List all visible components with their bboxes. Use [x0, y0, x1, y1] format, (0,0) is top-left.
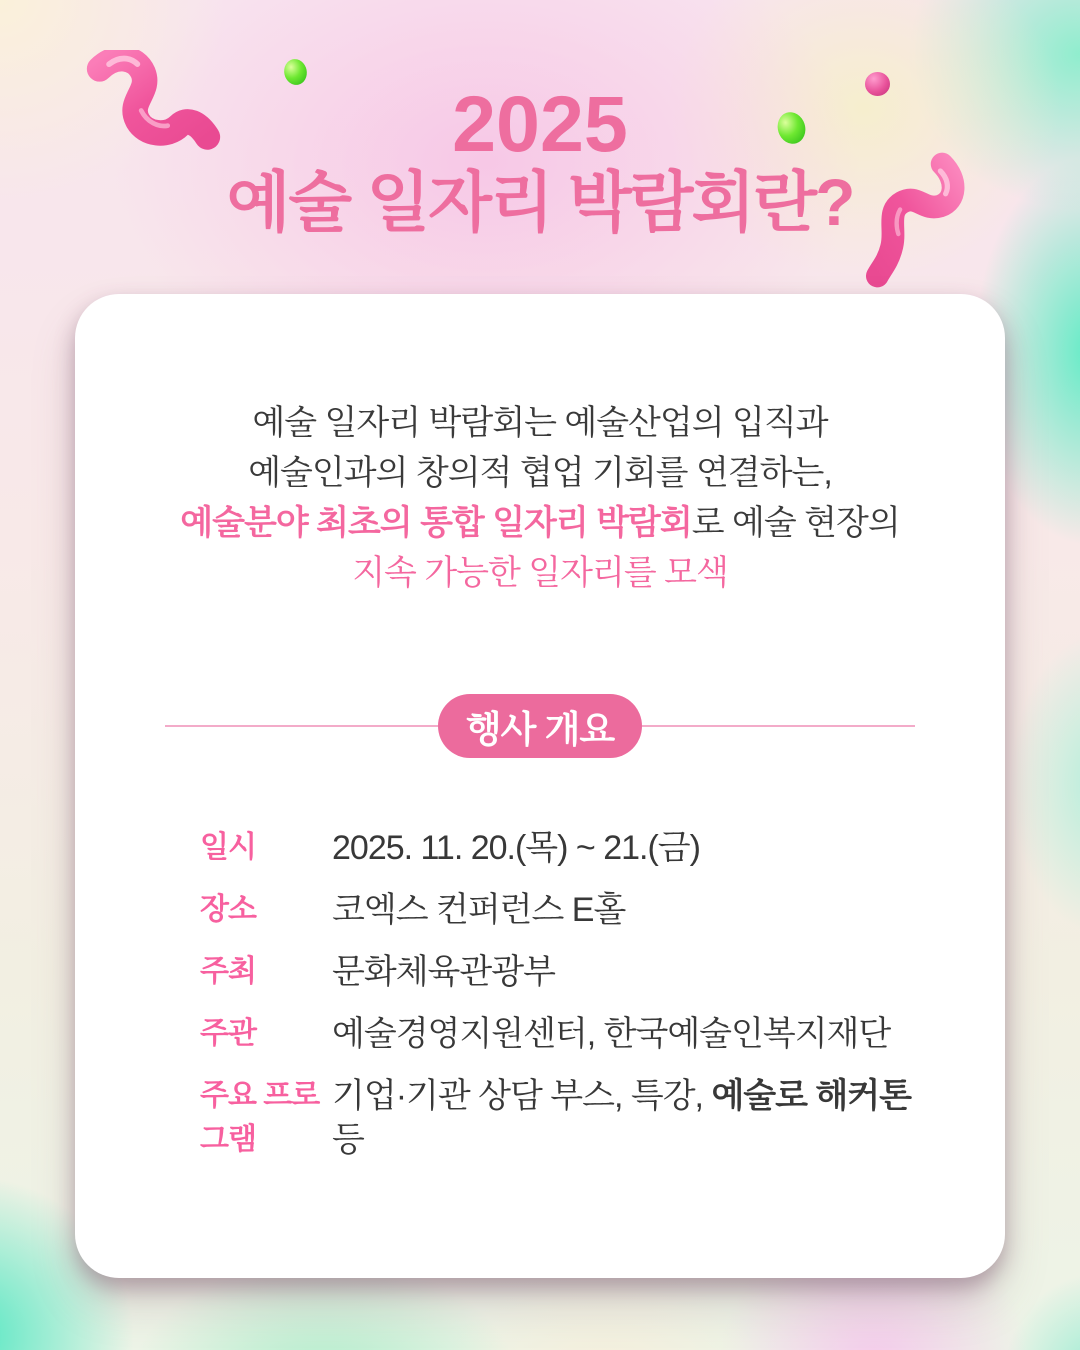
info-value: 예술경영지원센터, 한국예술인복지재단	[332, 1015, 891, 1053]
info-value: 문화체육관광부	[332, 953, 555, 991]
info-row-organizer	[200, 1012, 925, 1056]
info-row-host	[200, 950, 925, 994]
section-divider	[165, 694, 915, 758]
info-value: 2025. 11. 20.(목) ~ 21.(금)	[332, 829, 700, 867]
section-badge: 행사 개요	[438, 694, 642, 758]
divider-line-left	[165, 725, 438, 727]
info-value-suffix: 등	[332, 1121, 364, 1159]
intro-line-3-rest: 로 예술 현장의	[691, 504, 900, 542]
green-ball-icon	[282, 57, 309, 87]
intro-paragraph	[115, 398, 965, 598]
page-title: 예술 일자리 박람회란?	[226, 165, 854, 239]
info-label: 주최	[200, 955, 256, 988]
info-label: 일시	[200, 831, 256, 864]
info-row-venue	[200, 888, 925, 932]
event-info-list	[200, 826, 925, 1162]
info-label: 주요 프로그램	[200, 1079, 320, 1156]
info-label: 주관	[200, 1017, 256, 1050]
intro-line-1: 예술 일자리 박람회는 예술산업의 입직과	[252, 404, 828, 442]
info-value	[332, 1074, 925, 1162]
info-row-date	[200, 826, 925, 870]
intro-line-2: 예술인과의 창의적 협업 기회를 연결하는,	[248, 454, 832, 492]
info-label: 장소	[200, 893, 256, 926]
info-value-bold: 예술로 해커톤	[711, 1077, 911, 1115]
content-card	[75, 294, 1005, 1278]
intro-line-4: 지속 가능한 일자리를 모색	[352, 554, 728, 592]
info-value: 코엑스 컨퍼런스 E홀	[332, 891, 626, 929]
page-title-year: 2025	[452, 79, 628, 168]
divider-line-right	[642, 725, 915, 727]
info-value-prefix: 기업·기관 상담 부스, 특강,	[332, 1077, 712, 1115]
intro-line-3-highlight: 예술분야 최초의 통합 일자리 박람회	[180, 504, 692, 542]
info-row-programs	[200, 1074, 925, 1162]
